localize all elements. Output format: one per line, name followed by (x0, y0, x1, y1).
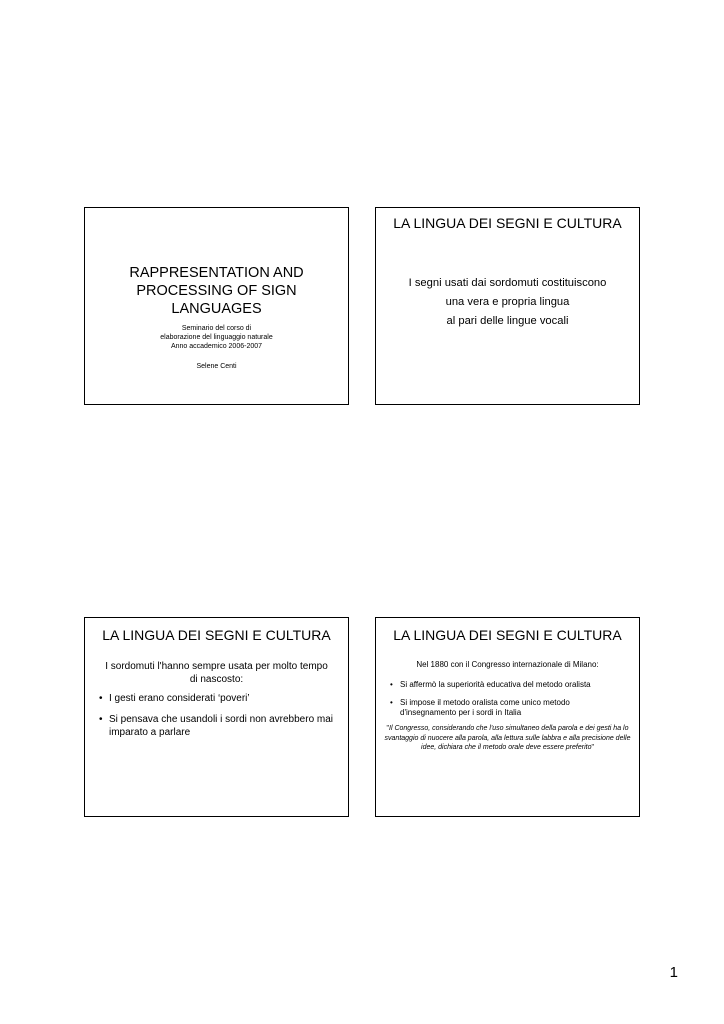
subtitle-line: Anno accademico 2006-2007 (170, 343, 263, 350)
body-line: una vera e propria lingua (445, 296, 570, 308)
list-item (390, 680, 639, 690)
bullet-list (390, 680, 639, 718)
body-line: I segni usati dai sordomuti costituiscono (408, 277, 607, 289)
slide-author: Selene Centi (196, 363, 237, 370)
slide-title: LA LINGUA DEI SEGNI E CULTURA (393, 627, 622, 643)
quote-close-mark: " (591, 744, 594, 751)
list-item (99, 692, 348, 705)
list-item-text: I gesti erano considerati ‘poveri’ (109, 693, 250, 704)
slide-intro: I sordomuti l'hanno sempre usata per molto tempo di nascosto: (105, 661, 328, 685)
slide-title: RAPPRESENTATION AND PROCESSING OF SIGN LANGUAGES (129, 265, 304, 317)
slide-3 (84, 617, 349, 817)
bullet-icon: • (99, 714, 103, 725)
bullet-icon: • (99, 693, 103, 704)
slide-body (376, 274, 639, 331)
quote-text: Il Congresso, considerando che l'uso simultaneo della parola e dei gesti ha lo svantaggio di nuocere alla parola, alla lettura sulle labbra e alla precisione delle idee, dichiara che il metodo orale deve essere preferito (384, 725, 631, 751)
list-item-text: Si affermò la superiorità educativa del metodo oralista (400, 680, 591, 689)
slide-4 (375, 617, 640, 817)
page-number: 1 (669, 964, 678, 981)
body-line: al pari delle lingue vocali (446, 315, 569, 327)
list-item (390, 698, 639, 718)
slide-title: LA LINGUA DEI SEGNI E CULTURA (102, 627, 331, 643)
bullet-icon: • (390, 698, 393, 707)
quote-open-mark: " (386, 725, 389, 732)
slide-2 (375, 207, 640, 405)
list-item (99, 713, 348, 739)
bullet-icon: • (390, 680, 393, 689)
slide-1 (84, 207, 349, 405)
slide-quote (376, 724, 639, 753)
slide-title: LA LINGUA DEI SEGNI E CULTURA (393, 215, 622, 231)
slide-subtitle (85, 324, 348, 351)
list-item-text: Si impose il metodo oralista come unico metodo d'insegnamento per i sordi in Italia (400, 698, 570, 717)
subtitle-line: Seminario del corso di (181, 325, 252, 332)
subtitle-line: elaborazione del linguaggio naturale (160, 334, 273, 341)
list-item-text: Si pensava che usandoli i sordi non avrebbero mai imparato a parlare (109, 714, 334, 738)
bullet-list (99, 692, 348, 739)
slide-intro: Nel 1880 con il Congresso internazionale di Milano: (416, 660, 599, 669)
